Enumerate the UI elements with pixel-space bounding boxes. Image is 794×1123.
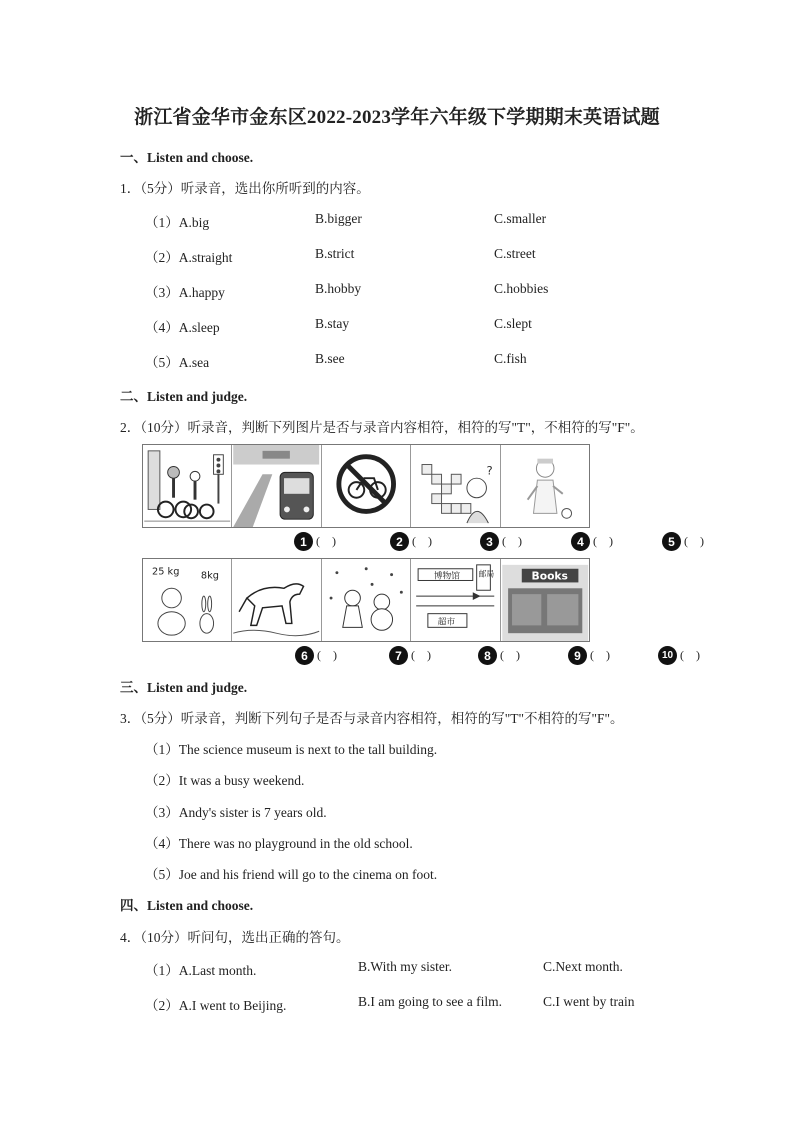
map-supermarket-label: 超市 — [437, 617, 456, 628]
q1-option-b: B.hobby — [315, 281, 362, 296]
q1-option-b: B.strict — [315, 246, 355, 261]
q4-option-c: C.I went by train — [543, 994, 635, 1009]
map-post-label: 邮局 — [478, 569, 495, 579]
answer-slot-2[interactable] — [390, 532, 432, 551]
weight-right-label: 8kg — [200, 570, 219, 582]
number-badge: 6 — [295, 646, 314, 665]
picture-no-bicycles — [322, 445, 411, 527]
q3-sentence: （4）There was no playground in the old school. — [145, 836, 413, 851]
section-2-heading: 二、Listen and judge. — [120, 389, 248, 404]
q4-option-b: B.With my sister. — [358, 959, 452, 974]
answer-blank: ( ) — [412, 534, 432, 548]
q4-option-b: B.I am going to see a film. — [358, 994, 502, 1009]
question-4-stem: 4．（10分）听问句，选出正确的答句。 — [120, 930, 350, 945]
picture-row-1 — [142, 444, 590, 528]
q3-sentence: （5）Joe and his friend will go to the cinema on foot. — [145, 867, 438, 882]
q1-option-c: C.slept — [494, 316, 532, 331]
question-3-stem: 3．（5分）听录音，判断下列句子是否与录音内容相符，相符的写"T"不相符的写"F"。 — [120, 711, 624, 726]
q1-option-c: C.smaller — [494, 211, 547, 226]
answer-slot-5[interactable] — [662, 532, 704, 551]
number-badge: 2 — [390, 532, 409, 551]
number-badge: 4 — [571, 532, 590, 551]
answer-slot-8[interactable] — [478, 646, 520, 665]
picture-horse — [232, 559, 321, 641]
number-badge: 8 — [478, 646, 497, 665]
number-badge: 10 — [658, 646, 677, 665]
number-badge: 5 — [662, 532, 681, 551]
q1-option-a: （3）A.happy — [145, 285, 225, 300]
page-title: 浙江省金华市金东区2022-2023学年六年级下学期期末英语试题 — [134, 107, 660, 128]
answer-blank: ( ) — [680, 648, 700, 662]
bookstore-sign: Books — [531, 569, 568, 583]
q3-sentence: （3）Andy's sister is 7 years old. — [145, 805, 327, 820]
picture-crossword-girl — [411, 445, 500, 527]
q4-option-a: （1）A.Last month. — [145, 963, 257, 978]
answer-slot-9[interactable] — [568, 646, 610, 665]
picture-bookstore — [501, 559, 589, 641]
picture-map — [411, 559, 500, 641]
q1-option-c: C.hobbies — [494, 281, 549, 296]
picture-labels-row-1 — [284, 532, 732, 554]
picture-monkey-rabbit — [143, 559, 232, 641]
question-1-stem: 1．（5分）听录音，选出你所听到的内容。 — [120, 181, 370, 196]
answer-slot-10[interactable] — [658, 646, 700, 665]
picture-snowman — [322, 559, 411, 641]
q1-option-c: C.fish — [494, 351, 527, 366]
answer-blank: ( ) — [502, 534, 522, 548]
picture-subway — [232, 445, 321, 527]
answer-blank: ( ) — [317, 648, 337, 662]
number-badge: 3 — [480, 532, 499, 551]
picture-cyclists — [143, 445, 232, 527]
answer-slot-7[interactable] — [389, 646, 431, 665]
q1-option-c: C.street — [494, 246, 536, 261]
answer-slot-1[interactable] — [294, 532, 336, 551]
section-1-heading: 一、Listen and choose. — [120, 150, 254, 165]
q1-option-a: （5）A.sea — [145, 355, 210, 370]
answer-blank: ( ) — [684, 534, 704, 548]
q1-option-b: B.stay — [315, 316, 350, 331]
q3-sentence: （2）It was a busy weekend. — [145, 773, 305, 788]
section-4-heading: 四、Listen and choose. — [120, 898, 254, 913]
q1-option-a: （4）A.sleep — [145, 320, 220, 335]
question-2-stem: 2．（10分）听录音，判断下列图片是否与录音内容相符，相符的写"T"，不相符的写"F"。 — [120, 420, 644, 435]
svg-text:?: ? — [486, 463, 493, 478]
q1-option-b: B.bigger — [315, 211, 362, 226]
q3-sentence: （1）The science museum is next to the tall building. — [145, 742, 438, 757]
picture-row-2 — [142, 558, 590, 642]
section-3-heading: 三、Listen and judge. — [120, 680, 248, 695]
answer-blank: ( ) — [411, 648, 431, 662]
picture-labels-row-2 — [284, 646, 732, 668]
number-badge: 1 — [294, 532, 313, 551]
q4-option-a: （2）A.I went to Beijing. — [145, 998, 287, 1013]
answer-slot-6[interactable] — [295, 646, 337, 665]
answer-blank: ( ) — [593, 534, 613, 548]
number-badge: 9 — [568, 646, 587, 665]
weight-left-label: 25 kg — [152, 566, 180, 578]
map-museum-label: 博物馆 — [433, 571, 461, 582]
answer-blank: ( ) — [316, 534, 336, 548]
q1-option-b: B.see — [315, 351, 345, 366]
answer-slot-3[interactable] — [480, 532, 522, 551]
picture-football-player — [501, 445, 589, 527]
q1-option-a: （1）A.big — [145, 215, 210, 230]
answer-blank: ( ) — [500, 648, 520, 662]
answer-blank: ( ) — [590, 648, 610, 662]
answer-slot-4[interactable] — [571, 532, 613, 551]
q4-option-c: C.Next month. — [543, 959, 623, 974]
q1-option-a: （2）A.straight — [145, 250, 233, 265]
number-badge: 7 — [389, 646, 408, 665]
